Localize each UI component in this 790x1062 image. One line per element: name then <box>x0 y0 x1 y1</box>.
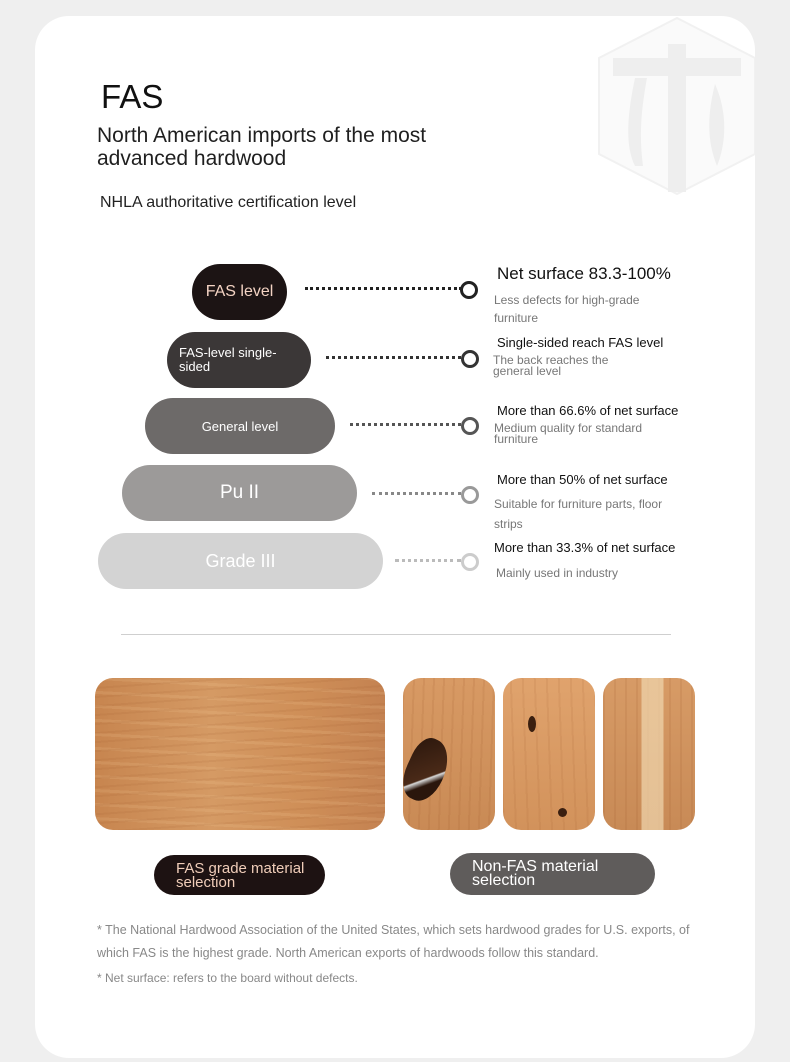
grade-pill-grade-iii <box>98 533 383 589</box>
page-subtitle: North American imports of the most advanced hardwood <box>97 124 427 170</box>
connector-dots <box>372 492 461 495</box>
grade-pill-fas-single-sided <box>167 332 311 388</box>
fas-selection-text: FAS grade material selection <box>176 860 305 891</box>
knot-defect-icon <box>528 716 536 732</box>
grade-pill-label: General level <box>201 418 279 434</box>
grade-pill-general <box>145 398 335 454</box>
bark-defect-icon <box>403 733 457 807</box>
non-fas-wood-sample-image <box>503 678 595 830</box>
grade-heading: Net surface 83.3-100% <box>497 264 671 283</box>
grade-heading: Single-sided reach FAS level <box>497 335 664 350</box>
connector-dots <box>326 356 461 359</box>
knot-defect-icon <box>558 808 567 817</box>
grade-description: Less defects for high-grade furniture <box>494 293 640 325</box>
non-fas-wood-sample-image <box>603 678 695 830</box>
footnote-net-surface: * Net surface: refers to the board without defects. <box>97 971 358 985</box>
fas-selection-label <box>154 855 325 895</box>
grade-description: The back reaches the general level <box>493 353 609 378</box>
grade-pill-label: FAS level <box>205 283 274 300</box>
grade-pill-label: Grade III <box>205 550 276 571</box>
section-divider <box>121 634 671 635</box>
content-card <box>35 16 755 1058</box>
grade-pill-label: Pu II <box>219 482 260 503</box>
grade-heading: More than 33.3% of net surface <box>494 540 676 555</box>
brand-logo-watermark <box>595 16 755 196</box>
non-fas-selection-label <box>450 853 655 895</box>
connector-ring-icon <box>461 553 479 571</box>
connector-dots <box>395 559 461 562</box>
connector-ring-icon <box>461 350 479 368</box>
page-title: FAS <box>101 78 164 115</box>
connector-ring-icon <box>461 486 479 504</box>
grade-pill-label: FAS-level single-sided <box>179 345 277 374</box>
connector-dots <box>305 287 462 290</box>
grade-description: Mainly used in industry <box>496 566 619 580</box>
connector-ring-icon <box>460 281 478 299</box>
connector-ring-icon <box>461 417 479 435</box>
grade-description: Medium quality for standard furniture <box>494 421 643 446</box>
footnote-association: * The National Hardwood Association of the United States, which sets hardwood grades for U.S. exports, of which FAS is the highest grade. North American exports of hardwoods follow this standard. <box>97 923 690 960</box>
grade-heading: More than 66.6% of net surface <box>497 403 679 418</box>
grade-pill-pu-ii <box>122 465 357 521</box>
fas-wood-sample-image <box>95 678 385 830</box>
grade-description: Suitable for furniture parts, floor strips <box>494 497 663 531</box>
non-fas-wood-sample-image <box>403 678 495 830</box>
non-fas-selection-text: Non-FAS material selection <box>472 858 599 889</box>
connector-dots <box>350 423 461 426</box>
grade-heading: More than 50% of net surface <box>497 472 668 487</box>
certification-caption: NHLA authoritative certification level <box>100 194 357 211</box>
grade-pill-fas <box>192 264 287 320</box>
